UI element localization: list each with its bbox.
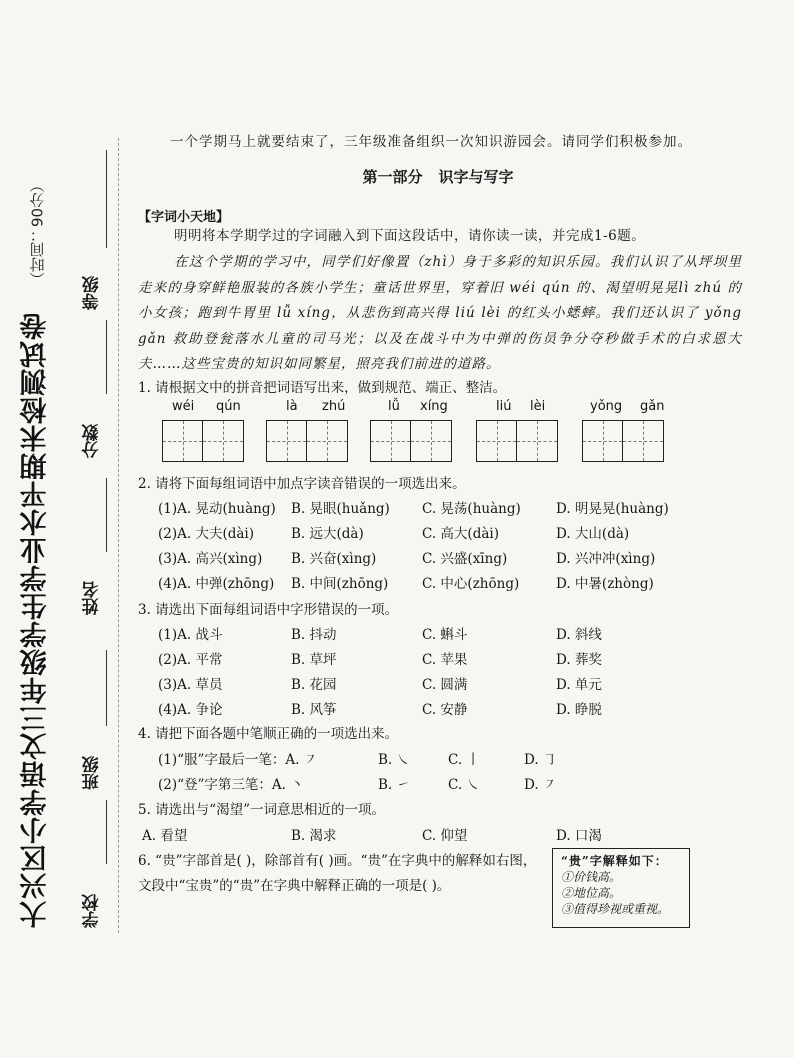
option-row: [158, 698, 718, 723]
grid-cell[interactable]: [203, 421, 243, 461]
option[interactable]: D. 睁脱: [556, 702, 602, 718]
field-school: 学校: [82, 894, 103, 928]
option-row: [158, 497, 718, 522]
grid-cell[interactable]: [583, 421, 623, 461]
q1-pinyin-row: [162, 399, 722, 415]
answer-grid[interactable]: [266, 420, 348, 462]
answer-grid[interactable]: [582, 420, 664, 462]
part-title: 第一部分 识字与写字: [362, 168, 514, 186]
option[interactable]: B. 风筝: [291, 702, 337, 718]
option[interactable]: (3)A. 高兴(xìng): [158, 551, 263, 567]
option[interactable]: D. 兴冲冲(xìng): [556, 551, 656, 567]
option[interactable]: C. 晃荡(huàng): [422, 501, 521, 517]
field-class: 班级: [82, 756, 103, 790]
pinyin: liú: [496, 399, 512, 414]
option-row: [158, 522, 718, 547]
dictionary-box: [552, 848, 690, 928]
option[interactable]: D. 大山(dà): [556, 526, 630, 542]
school-blank-line: [106, 800, 107, 864]
section-title: 【字词小天地】: [138, 210, 230, 225]
option[interactable]: (4)A. 中弹(zhōng): [158, 576, 275, 592]
option-row: [158, 673, 718, 698]
dictionary-item: ①价钱高。: [561, 870, 622, 884]
option[interactable]: B. 渴求: [291, 828, 337, 844]
option[interactable]: D. 葬奖: [556, 652, 602, 668]
field-name: 姓名: [82, 581, 103, 615]
option[interactable]: C. 仰望: [422, 828, 468, 844]
exam-title: 大兴区小学语文三年级学生学业水平期末检测试卷: [20, 312, 52, 928]
option[interactable]: C. 高大(dài): [422, 526, 499, 542]
option-row: [158, 748, 718, 773]
option[interactable]: B. 抖动: [291, 627, 337, 643]
answer-grid[interactable]: [476, 420, 558, 462]
grid-cell[interactable]: [307, 421, 347, 461]
q5-stem: 5. 请选出与“渴望”一词意思相近的一项。: [138, 802, 385, 818]
option[interactable]: (1)“服”字最后一笔：A. ㇇: [158, 752, 318, 768]
q1-stem: 1. 请根据文中的拼音把词语写出来，做到规范、端正、整洁。: [138, 380, 507, 396]
option[interactable]: C. 丨: [448, 752, 480, 768]
option-row: [158, 648, 718, 673]
q5-options: [142, 824, 702, 849]
pinyin: lǚ: [388, 399, 400, 414]
grid-cell[interactable]: [163, 421, 203, 461]
answer-grid[interactable]: [162, 420, 244, 462]
option[interactable]: D. 明晃晃(huàng): [556, 501, 669, 517]
grid-cell[interactable]: [267, 421, 307, 461]
option[interactable]: B. 草坪: [291, 652, 337, 668]
grid-cell[interactable]: [371, 421, 411, 461]
exam-time: （时间：90分）: [28, 178, 47, 288]
option-row: [158, 547, 718, 572]
main-column: [128, 0, 768, 1058]
dictionary-item: ②地位高。: [561, 886, 622, 900]
binding-divider: [118, 138, 119, 933]
option[interactable]: B. ㇀: [378, 777, 411, 793]
dictionary-item: ③值得珍视或重视。: [561, 902, 670, 916]
grid-cell[interactable]: [517, 421, 557, 461]
option[interactable]: C. ㇏: [448, 777, 480, 793]
score-blank-line: [106, 320, 107, 394]
option[interactable]: (3)A. 草员: [158, 677, 223, 693]
option[interactable]: B. 晃眼(huǎng): [291, 501, 390, 517]
answer-grid[interactable]: [370, 420, 452, 462]
q3-stem: 3. 请选出下面每组词语中字形错误的一项。: [138, 602, 399, 618]
option[interactable]: B. 花园: [291, 677, 337, 693]
pinyin: zhú: [322, 399, 346, 414]
dictionary-heading: “贵”字解释如下：: [561, 854, 668, 868]
class-blank-line: [106, 650, 107, 726]
grid-cell[interactable]: [623, 421, 663, 461]
option[interactable]: A. 看望: [142, 828, 188, 844]
pinyin: qún: [216, 399, 241, 414]
option[interactable]: C. 安静: [422, 702, 468, 718]
option[interactable]: D. 口渴: [556, 828, 602, 844]
q2-stem: 2. 请将下面每组词语中加点字读音错误的一项选出来。: [138, 476, 466, 492]
option[interactable]: D. 斜线: [556, 627, 602, 643]
pinyin: gǎn: [640, 399, 665, 414]
option-row: [158, 572, 718, 597]
q2-options: [158, 497, 718, 597]
option[interactable]: C. 兴盛(xīng): [422, 551, 508, 567]
name-blank-line: [106, 478, 107, 552]
option-row: [158, 773, 718, 798]
option[interactable]: B. 远大(dà): [291, 526, 364, 542]
option[interactable]: C. 中心(zhōng): [422, 576, 520, 592]
option[interactable]: D. 单元: [556, 677, 602, 693]
q3-options: [158, 623, 718, 723]
option[interactable]: (2)A. 大夫(dài): [158, 526, 254, 542]
pinyin: wéi: [172, 399, 195, 414]
option-row: [142, 824, 702, 849]
option[interactable]: (4)A. 争论: [158, 702, 223, 718]
option[interactable]: (1)A. 晃动(huàng): [158, 501, 276, 517]
option-row: [158, 623, 718, 648]
option[interactable]: D. 中暑(zhòng): [556, 576, 654, 592]
pinyin: là: [286, 399, 298, 414]
grade-blank-line: [106, 150, 107, 248]
option[interactable]: (1)A. 战斗: [158, 627, 223, 643]
option[interactable]: C. 圆满: [422, 677, 468, 693]
q6-text: 6. “贵”字部首是( )，除部首有( )画。“贵”在字典中的解释如右图，文段中“宝贵”的“贵”在字典中解释正确的一项是( )。: [138, 853, 537, 894]
option[interactable]: C. 苹果: [422, 652, 468, 668]
q4-options: [158, 748, 718, 798]
pinyin: yǒng: [590, 399, 623, 414]
option[interactable]: (2)A. 平常: [158, 652, 223, 668]
option[interactable]: C. 蝌斗: [422, 627, 468, 643]
pinyin: xíng: [420, 399, 448, 414]
grid-cell[interactable]: [477, 421, 517, 461]
grid-cell[interactable]: [411, 421, 451, 461]
option[interactable]: B. 兴奋(xìng): [291, 551, 377, 567]
option[interactable]: B. ㇏: [378, 752, 411, 768]
field-grade: 等级: [82, 276, 103, 310]
instruction-paragraph: 明明将本学期学过的字词融入到下面这段话中，请你读一读，并完成1-6题。: [174, 228, 646, 244]
pinyin: lèi: [530, 399, 546, 414]
field-score: 分数: [82, 424, 103, 458]
option[interactable]: D. ㇆: [524, 752, 557, 768]
option[interactable]: D. ㇇: [524, 777, 557, 793]
option[interactable]: (2)“登”字第三笔：A. 丶: [158, 777, 304, 793]
q4-stem: 4. 请把下面各题中笔顺正确的一项选出来。: [138, 726, 399, 742]
story-paragraph: 在这个学期的学习中，同学们好像置（zhì）身于多彩的知识乐园。我们认识了从坪坝里走来的身穿鲜艳服装的各族小学生；童话世界里，穿着旧 wéi qún 的、渴望明晃晃lì zhú 的小女孩；跑到牛胃里 lǚ xíng，从悲伤到高兴得 liú lèi 的红头小蟋蟀。我们还认识了 yǒng gǎn 救助登瓮落水儿童的司马光；以及在战斗中为中弹的伤员争分夺秒做手术的白求恩大夫……这些宝贵的知识如同繁星，照亮我们前进的道路。: [138, 254, 742, 372]
option[interactable]: B. 中间(zhōng): [291, 576, 389, 592]
intro-text: 一个学期马上就要结束了，三年级准备组织一次知识游园会。请同学们积极参加。: [170, 134, 692, 150]
